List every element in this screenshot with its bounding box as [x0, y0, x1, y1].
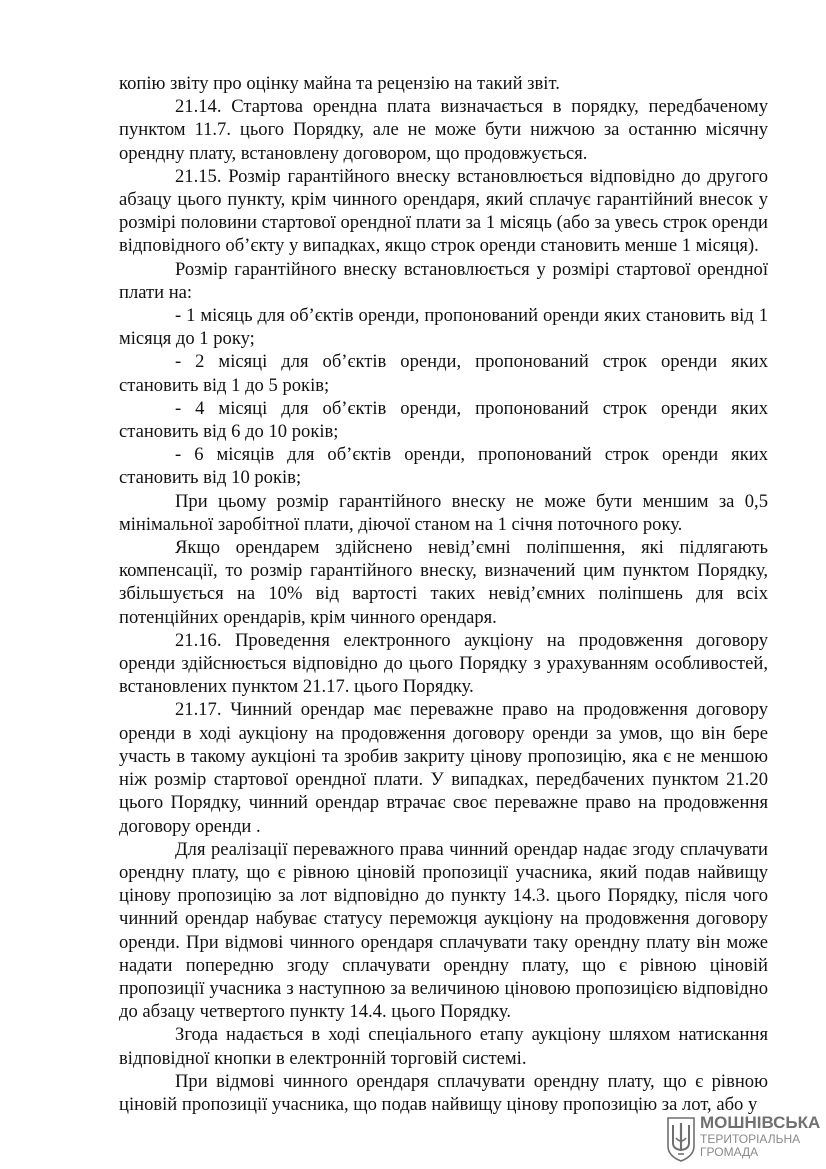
trident-icon [666, 1116, 696, 1162]
community-subtitle-2: ГРОМАДА [700, 1145, 759, 1159]
paragraph-21-15: 21.15. Розмір гарантійного внеску встановлюється відповідно до другого абзацу цього пункту, крім чинного орендаря, який сплачує гарантійний внесок у розмірі половини стартової орендної плати за 1 місяць (або за увесь строк оренди відповідного об’єкту у випадках, якщо строк оренди становить менше 1 місяця). [119, 165, 768, 257]
paragraph-minimum-deposit: При цьому розмір гарантійного внеску не може бути меншим за 0,5 мінімальної заробітної плати, діючої станом на 1 січня поточного року. [119, 490, 768, 535]
document-body [119, 72, 768, 1116]
paragraph-21-14: 21.14. Стартова орендна плата визначається в порядку, передбаченому пунктом 11.7. цього Порядку, але не може бути нижчою за останню місячну орендну плату, встановлену договором, що продовжується. [119, 96, 768, 164]
paragraph-refusal: При відмові чинного орендаря сплачувати орендну плату, що є рівною ціновій пропозиції учасника, що подав найвищу цінову пропозицію за лот, або у [119, 1070, 768, 1115]
paragraph-21-16: 21.16. Проведення електронного аукціону на продовження договору оренди здійснюється відповідно до цього Порядку з урахуванням особливостей, встановлених пунктом 21.17. цього Порядку. [119, 629, 768, 698]
community-logo [666, 1113, 821, 1165]
paragraph-deposit-size: Розмір гарантійного внеску встановлюється у розмірі стартової орендної плати на: [119, 258, 768, 303]
list-item-2-months: - 2 місяці для об’єктів оренди, пропонований строк оренди яких становить від 1 до 5 років; [119, 351, 768, 396]
paragraph-continuation: копію звіту про оцінку майна та рецензію на такий звіт. [119, 73, 560, 94]
paragraph-consent: Згода надається в ході спеціального етапу аукціону шляхом натискання відповідної кнопки в електронній торговій системі. [119, 1024, 768, 1069]
community-subtitle-1: ТЕРИТОРІАЛЬНА [700, 1132, 801, 1146]
paragraph-improvements: Якщо орендарем здійснено невід’ємні поліпшення, які підлягають компенсації, то розмір гарантійного внеску, визначений цим пунктом Порядку, збільшується на 10% від вартості таких невід’ємних поліпшень для всіх потенційних орендарів, крім чинного орендаря. [119, 537, 768, 628]
paragraph-preferential-right: Для реалізації переважного права чинний орендар надає згоду сплачувати орендну плату, що є рівною ціновій пропозиції учасника, який подав найвищу цінову пропозицію за лот відповідно до пункту 14.3. цього Порядку, після чого чинний орендар набуває статусу переможця аукціону на продовження договору оренди. При відмові чинного орендаря сплачувати таку орендну плату він може надати попередню згоду сплачувати орендну плату, що є рівною ціновій пропозиції учасника з наступною за величиною ціновою пропозицією відповідно до абзацу четвертого пункту 14.4. цього Порядку. [119, 838, 768, 1023]
list-item-1-month: - 1 місяць для об’єктів оренди, пропонований оренди яких становить від 1 місяця до 1 року; [119, 305, 768, 350]
list-item-4-months: - 4 місяці для об’єктів оренди, пропонований строк оренди яких становить від 6 до 10 років; [119, 397, 768, 443]
list-item-6-months: - 6 місяців для об’єктів оренди, пропонований строк оренди яких становить від 10 років; [119, 444, 768, 489]
community-name: МОШНІВСЬКА [700, 1113, 821, 1132]
paragraph-21-17: 21.17. Чинний орендар має переважне право на продовження договору оренди в ході аукціону на продовження договору оренди за умов, що він бере участь в такому аукціоні та зробив закриту цінову пропозицію, яка є не меншою ніж розмір стартової орендної плати. У випадках, передбачених пунктом 21.20 цього Порядку, чинний орендар втрачає своє переважне право на продовження договору оренди . [119, 699, 768, 837]
